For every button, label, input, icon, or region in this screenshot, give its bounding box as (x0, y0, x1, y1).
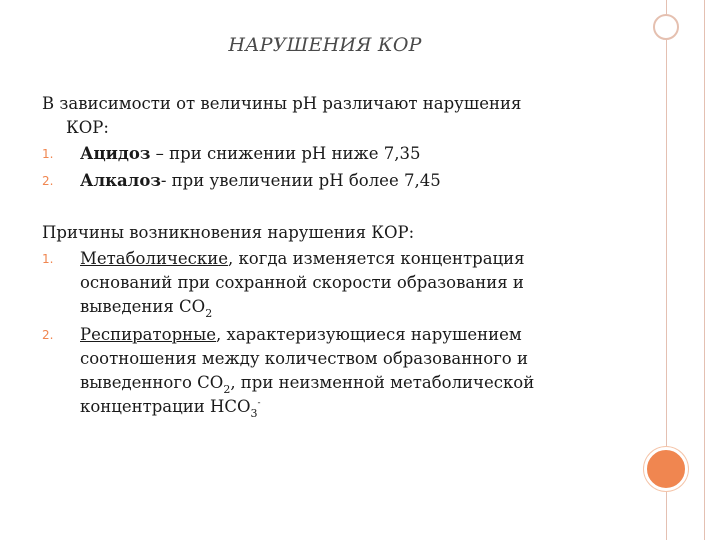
respiratory-description-part-1: , характеризующиеся нарушением соотношения между количеством образованного и выведенного СО (80, 325, 528, 392)
intro-paragraph (42, 92, 602, 140)
spacer (42, 196, 602, 221)
metabolic-description: , когда изменяется концентрация оснований при сохранной скорости образования и выведения СО (80, 249, 525, 316)
causes-heading: Причины возникновения нарушения КОР: (42, 223, 415, 242)
list-number: 1. (42, 147, 54, 161)
subscript: 3 (250, 407, 258, 420)
slide-content (42, 92, 602, 423)
term-alkalosis: Алкалоз (80, 171, 161, 190)
side-line-outer (704, 0, 705, 540)
orange-circle-icon (644, 447, 688, 491)
term-acidosis: Ацидоз (80, 144, 151, 163)
subscript: 2 (205, 307, 213, 320)
list-item-acidosis (42, 142, 602, 166)
intro-line-2: КОР: (66, 118, 109, 137)
acidosis-description: – при снижении рН ниже 7,35 (150, 144, 421, 163)
list-item-alkalosis (42, 169, 602, 193)
term-metabolic: Метаболические (80, 249, 228, 268)
list-number: 2. (42, 174, 54, 188)
respiratory-description-part-2: , при неизменной метаболической концентрации НСО (80, 373, 535, 416)
ph-types-list (42, 142, 602, 193)
term-respiratory: Респираторные (80, 325, 217, 344)
list-item-metabolic (42, 247, 602, 319)
intro-line-1: В зависимости от величины рН различают нарушения (42, 94, 522, 113)
superscript: - (257, 398, 261, 409)
alkalosis-description: - при увеличении рН более 7,45 (160, 171, 441, 190)
list-number: 1. (42, 252, 54, 266)
causes-list (42, 247, 602, 419)
list-number: 2. (42, 328, 54, 342)
slide-title: НАРУШЕНИЯ КОР (228, 34, 422, 56)
list-item-respiratory (42, 323, 602, 419)
circle-outline-icon (653, 14, 679, 40)
subscript: 2 (223, 383, 231, 396)
